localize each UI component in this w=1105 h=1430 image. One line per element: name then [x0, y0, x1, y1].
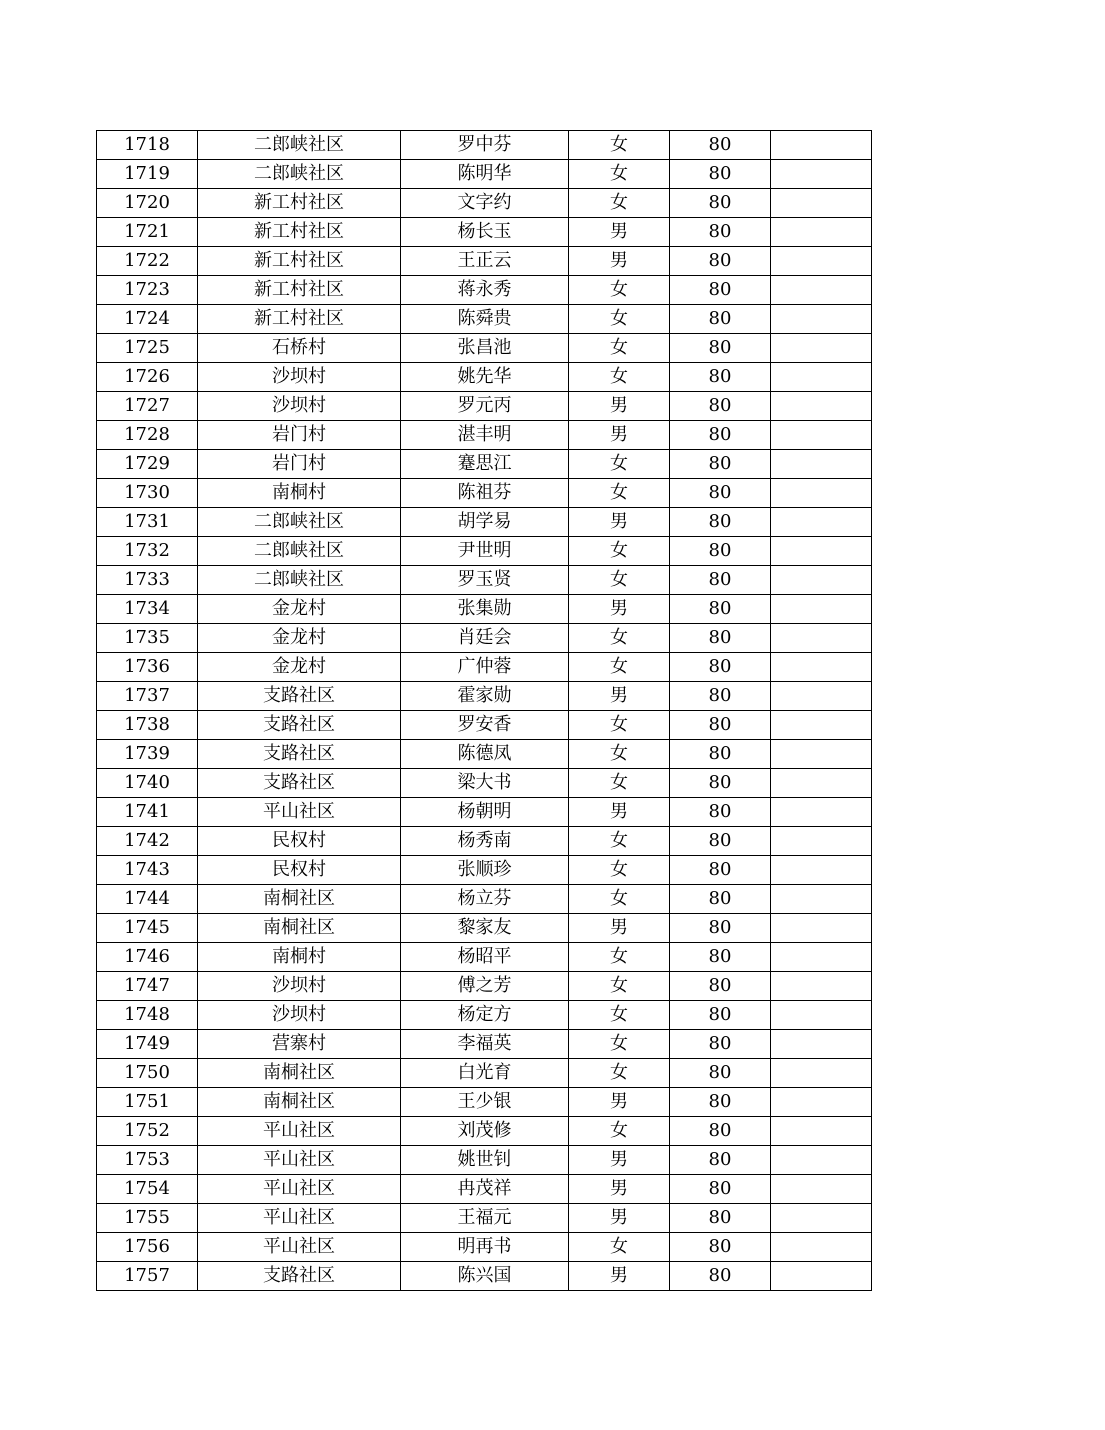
serial-number-cell: 1739: [97, 740, 198, 769]
serial-number-cell: 1718: [97, 131, 198, 160]
table-row: [97, 363, 872, 392]
gender-cell: 男: [569, 1146, 670, 1175]
table-row: [97, 914, 872, 943]
serial-number-cell: 1738: [97, 711, 198, 740]
name-cell: 胡学易: [401, 508, 569, 537]
remark-cell: [771, 1204, 872, 1233]
table-row: [97, 624, 872, 653]
remark-cell: [771, 392, 872, 421]
amount-cell: 80: [670, 653, 771, 682]
serial-number-cell: 1735: [97, 624, 198, 653]
gender-cell: 女: [569, 537, 670, 566]
gender-cell: 女: [569, 450, 670, 479]
community-cell: 支路社区: [198, 1262, 401, 1291]
roster-table-body: [97, 131, 872, 1291]
name-cell: 明再书: [401, 1233, 569, 1262]
gender-cell: 男: [569, 1262, 670, 1291]
community-cell: 岩门村: [198, 421, 401, 450]
amount-cell: 80: [670, 1088, 771, 1117]
gender-cell: 男: [569, 218, 670, 247]
gender-cell: 女: [569, 972, 670, 1001]
community-cell: 二郎峡社区: [198, 537, 401, 566]
amount-cell: 80: [670, 972, 771, 1001]
roster-table: [96, 130, 872, 1291]
gender-cell: 男: [569, 914, 670, 943]
gender-cell: 女: [569, 943, 670, 972]
community-cell: 平山社区: [198, 798, 401, 827]
remark-cell: [771, 450, 872, 479]
serial-number-cell: 1741: [97, 798, 198, 827]
serial-number-cell: 1719: [97, 160, 198, 189]
gender-cell: 女: [569, 160, 670, 189]
serial-number-cell: 1736: [97, 653, 198, 682]
amount-cell: 80: [670, 1204, 771, 1233]
gender-cell: 女: [569, 711, 670, 740]
amount-cell: 80: [670, 943, 771, 972]
community-cell: 南桐村: [198, 943, 401, 972]
gender-cell: 女: [569, 885, 670, 914]
amount-cell: 80: [670, 740, 771, 769]
community-cell: 岩门村: [198, 450, 401, 479]
remark-cell: [771, 653, 872, 682]
table-row: [97, 827, 872, 856]
gender-cell: 男: [569, 1204, 670, 1233]
gender-cell: 女: [569, 276, 670, 305]
community-cell: 支路社区: [198, 682, 401, 711]
gender-cell: 女: [569, 566, 670, 595]
table-row: [97, 1262, 872, 1291]
name-cell: 王福元: [401, 1204, 569, 1233]
gender-cell: 女: [569, 305, 670, 334]
serial-number-cell: 1722: [97, 247, 198, 276]
amount-cell: 80: [670, 450, 771, 479]
remark-cell: [771, 421, 872, 450]
amount-cell: 80: [670, 1001, 771, 1030]
remark-cell: [771, 856, 872, 885]
table-row: [97, 508, 872, 537]
serial-number-cell: 1746: [97, 943, 198, 972]
serial-number-cell: 1721: [97, 218, 198, 247]
serial-number-cell: 1728: [97, 421, 198, 450]
serial-number-cell: 1723: [97, 276, 198, 305]
remark-cell: [771, 160, 872, 189]
amount-cell: 80: [670, 1030, 771, 1059]
community-cell: 沙坝村: [198, 392, 401, 421]
table-row: [97, 421, 872, 450]
amount-cell: 80: [670, 479, 771, 508]
name-cell: 傅之芳: [401, 972, 569, 1001]
serial-number-cell: 1740: [97, 769, 198, 798]
table-row: [97, 1146, 872, 1175]
table-row: [97, 856, 872, 885]
gender-cell: 女: [569, 189, 670, 218]
community-cell: 南桐社区: [198, 885, 401, 914]
community-cell: 平山社区: [198, 1117, 401, 1146]
gender-cell: 男: [569, 247, 670, 276]
remark-cell: [771, 914, 872, 943]
table-row: [97, 653, 872, 682]
amount-cell: 80: [670, 827, 771, 856]
name-cell: 杨定方: [401, 1001, 569, 1030]
community-cell: 新工村社区: [198, 305, 401, 334]
remark-cell: [771, 479, 872, 508]
table-row: [97, 595, 872, 624]
name-cell: 陈德凤: [401, 740, 569, 769]
serial-number-cell: 1752: [97, 1117, 198, 1146]
name-cell: 姚世钊: [401, 1146, 569, 1175]
community-cell: 支路社区: [198, 769, 401, 798]
serial-number-cell: 1749: [97, 1030, 198, 1059]
gender-cell: 女: [569, 363, 670, 392]
remark-cell: [771, 972, 872, 1001]
serial-number-cell: 1757: [97, 1262, 198, 1291]
gender-cell: 女: [569, 131, 670, 160]
gender-cell: 男: [569, 508, 670, 537]
serial-number-cell: 1750: [97, 1059, 198, 1088]
community-cell: 二郎峡社区: [198, 131, 401, 160]
table-row: [97, 711, 872, 740]
amount-cell: 80: [670, 392, 771, 421]
serial-number-cell: 1744: [97, 885, 198, 914]
table-row: [97, 769, 872, 798]
name-cell: 姚先华: [401, 363, 569, 392]
amount-cell: 80: [670, 1059, 771, 1088]
gender-cell: 男: [569, 682, 670, 711]
table-row: [97, 305, 872, 334]
table-row: [97, 798, 872, 827]
amount-cell: 80: [670, 566, 771, 595]
remark-cell: [771, 1146, 872, 1175]
community-cell: 支路社区: [198, 711, 401, 740]
serial-number-cell: 1748: [97, 1001, 198, 1030]
community-cell: 沙坝村: [198, 1001, 401, 1030]
serial-number-cell: 1732: [97, 537, 198, 566]
table-row: [97, 943, 872, 972]
name-cell: 陈舜贵: [401, 305, 569, 334]
table-row: [97, 972, 872, 1001]
remark-cell: [771, 1059, 872, 1088]
serial-number-cell: 1730: [97, 479, 198, 508]
amount-cell: 80: [670, 798, 771, 827]
community-cell: 新工村社区: [198, 218, 401, 247]
serial-number-cell: 1742: [97, 827, 198, 856]
remark-cell: [771, 1088, 872, 1117]
table-row: [97, 1030, 872, 1059]
amount-cell: 80: [670, 363, 771, 392]
gender-cell: 女: [569, 856, 670, 885]
table-row: [97, 392, 872, 421]
gender-cell: 女: [569, 624, 670, 653]
gender-cell: 女: [569, 1059, 670, 1088]
gender-cell: 男: [569, 421, 670, 450]
name-cell: 陈祖芬: [401, 479, 569, 508]
table-row: [97, 1059, 872, 1088]
community-cell: 二郎峡社区: [198, 566, 401, 595]
amount-cell: 80: [670, 247, 771, 276]
name-cell: 霍家勋: [401, 682, 569, 711]
amount-cell: 80: [670, 1117, 771, 1146]
remark-cell: [771, 624, 872, 653]
community-cell: 南桐社区: [198, 1059, 401, 1088]
name-cell: 尹世明: [401, 537, 569, 566]
serial-number-cell: 1733: [97, 566, 198, 595]
gender-cell: 女: [569, 479, 670, 508]
serial-number-cell: 1747: [97, 972, 198, 1001]
remark-cell: [771, 537, 872, 566]
name-cell: 梁大书: [401, 769, 569, 798]
serial-number-cell: 1734: [97, 595, 198, 624]
gender-cell: 女: [569, 1233, 670, 1262]
table-row: [97, 479, 872, 508]
amount-cell: 80: [670, 421, 771, 450]
name-cell: 蹇思江: [401, 450, 569, 479]
table-row: [97, 189, 872, 218]
table-row: [97, 1175, 872, 1204]
gender-cell: 女: [569, 1030, 670, 1059]
table-row: [97, 1233, 872, 1262]
name-cell: 蒋永秀: [401, 276, 569, 305]
remark-cell: [771, 247, 872, 276]
amount-cell: 80: [670, 595, 771, 624]
serial-number-cell: 1755: [97, 1204, 198, 1233]
remark-cell: [771, 885, 872, 914]
table-row: [97, 131, 872, 160]
amount-cell: 80: [670, 131, 771, 160]
gender-cell: 女: [569, 334, 670, 363]
remark-cell: [771, 1262, 872, 1291]
remark-cell: [771, 218, 872, 247]
table-row: [97, 1117, 872, 1146]
gender-cell: 女: [569, 740, 670, 769]
remark-cell: [771, 508, 872, 537]
table-row: [97, 682, 872, 711]
serial-number-cell: 1743: [97, 856, 198, 885]
remark-cell: [771, 769, 872, 798]
community-cell: 南桐社区: [198, 1088, 401, 1117]
table-row: [97, 334, 872, 363]
gender-cell: 男: [569, 1175, 670, 1204]
gender-cell: 女: [569, 1001, 670, 1030]
community-cell: 平山社区: [198, 1175, 401, 1204]
remark-cell: [771, 1233, 872, 1262]
community-cell: 金龙村: [198, 653, 401, 682]
name-cell: 王少银: [401, 1088, 569, 1117]
gender-cell: 女: [569, 653, 670, 682]
name-cell: 张顺珍: [401, 856, 569, 885]
name-cell: 文字约: [401, 189, 569, 218]
remark-cell: [771, 189, 872, 218]
community-cell: 二郎峡社区: [198, 160, 401, 189]
remark-cell: [771, 798, 872, 827]
name-cell: 杨朝明: [401, 798, 569, 827]
remark-cell: [771, 682, 872, 711]
amount-cell: 80: [670, 624, 771, 653]
community-cell: 金龙村: [198, 624, 401, 653]
community-cell: 二郎峡社区: [198, 508, 401, 537]
community-cell: 南桐社区: [198, 914, 401, 943]
table-row: [97, 1204, 872, 1233]
serial-number-cell: 1753: [97, 1146, 198, 1175]
gender-cell: 男: [569, 392, 670, 421]
remark-cell: [771, 305, 872, 334]
gender-cell: 男: [569, 798, 670, 827]
name-cell: 刘茂修: [401, 1117, 569, 1146]
serial-number-cell: 1720: [97, 189, 198, 218]
serial-number-cell: 1731: [97, 508, 198, 537]
amount-cell: 80: [670, 1146, 771, 1175]
remark-cell: [771, 363, 872, 392]
table-row: [97, 218, 872, 247]
table-row: [97, 885, 872, 914]
gender-cell: 男: [569, 595, 670, 624]
name-cell: 肖廷会: [401, 624, 569, 653]
gender-cell: 女: [569, 1117, 670, 1146]
community-cell: 沙坝村: [198, 363, 401, 392]
name-cell: 陈明华: [401, 160, 569, 189]
community-cell: 民权村: [198, 856, 401, 885]
name-cell: 罗元丙: [401, 392, 569, 421]
name-cell: 广仲蓉: [401, 653, 569, 682]
remark-cell: [771, 827, 872, 856]
community-cell: 民权村: [198, 827, 401, 856]
table-row: [97, 537, 872, 566]
community-cell: 沙坝村: [198, 972, 401, 1001]
remark-cell: [771, 566, 872, 595]
table-row: [97, 566, 872, 595]
serial-number-cell: 1745: [97, 914, 198, 943]
serial-number-cell: 1737: [97, 682, 198, 711]
remark-cell: [771, 711, 872, 740]
name-cell: 张昌池: [401, 334, 569, 363]
remark-cell: [771, 131, 872, 160]
community-cell: 南桐村: [198, 479, 401, 508]
remark-cell: [771, 276, 872, 305]
amount-cell: 80: [670, 856, 771, 885]
name-cell: 陈兴国: [401, 1262, 569, 1291]
table-row: [97, 740, 872, 769]
name-cell: 罗玉贤: [401, 566, 569, 595]
amount-cell: 80: [670, 334, 771, 363]
amount-cell: 80: [670, 1262, 771, 1291]
community-cell: 新工村社区: [198, 247, 401, 276]
community-cell: 石桥村: [198, 334, 401, 363]
amount-cell: 80: [670, 305, 771, 334]
serial-number-cell: 1726: [97, 363, 198, 392]
serial-number-cell: 1727: [97, 392, 198, 421]
amount-cell: 80: [670, 218, 771, 247]
serial-number-cell: 1751: [97, 1088, 198, 1117]
table-row: [97, 1088, 872, 1117]
remark-cell: [771, 334, 872, 363]
community-cell: 支路社区: [198, 740, 401, 769]
name-cell: 张集勋: [401, 595, 569, 624]
amount-cell: 80: [670, 1175, 771, 1204]
table-row: [97, 1001, 872, 1030]
amount-cell: 80: [670, 1233, 771, 1262]
name-cell: 罗中芬: [401, 131, 569, 160]
amount-cell: 80: [670, 508, 771, 537]
serial-number-cell: 1724: [97, 305, 198, 334]
serial-number-cell: 1729: [97, 450, 198, 479]
remark-cell: [771, 1030, 872, 1059]
amount-cell: 80: [670, 885, 771, 914]
table-row: [97, 160, 872, 189]
amount-cell: 80: [670, 189, 771, 218]
name-cell: 湛丰明: [401, 421, 569, 450]
amount-cell: 80: [670, 537, 771, 566]
table-row: [97, 450, 872, 479]
name-cell: 杨秀南: [401, 827, 569, 856]
community-cell: 新工村社区: [198, 276, 401, 305]
amount-cell: 80: [670, 160, 771, 189]
amount-cell: 80: [670, 682, 771, 711]
serial-number-cell: 1754: [97, 1175, 198, 1204]
name-cell: 冉茂祥: [401, 1175, 569, 1204]
table-row: [97, 276, 872, 305]
name-cell: 黎家友: [401, 914, 569, 943]
gender-cell: 女: [569, 827, 670, 856]
gender-cell: 男: [569, 1088, 670, 1117]
remark-cell: [771, 1001, 872, 1030]
remark-cell: [771, 740, 872, 769]
gender-cell: 女: [569, 769, 670, 798]
amount-cell: 80: [670, 914, 771, 943]
name-cell: 杨立芬: [401, 885, 569, 914]
serial-number-cell: 1725: [97, 334, 198, 363]
name-cell: 白光育: [401, 1059, 569, 1088]
remark-cell: [771, 595, 872, 624]
community-cell: 平山社区: [198, 1233, 401, 1262]
amount-cell: 80: [670, 769, 771, 798]
community-cell: 平山社区: [198, 1146, 401, 1175]
community-cell: 金龙村: [198, 595, 401, 624]
remark-cell: [771, 1175, 872, 1204]
serial-number-cell: 1756: [97, 1233, 198, 1262]
name-cell: 王正云: [401, 247, 569, 276]
amount-cell: 80: [670, 711, 771, 740]
community-cell: 营寨村: [198, 1030, 401, 1059]
amount-cell: 80: [670, 276, 771, 305]
name-cell: 罗安香: [401, 711, 569, 740]
remark-cell: [771, 1117, 872, 1146]
name-cell: 杨昭平: [401, 943, 569, 972]
community-cell: 新工村社区: [198, 189, 401, 218]
name-cell: 李福英: [401, 1030, 569, 1059]
remark-cell: [771, 943, 872, 972]
name-cell: 杨长玉: [401, 218, 569, 247]
community-cell: 平山社区: [198, 1204, 401, 1233]
table-row: [97, 247, 872, 276]
